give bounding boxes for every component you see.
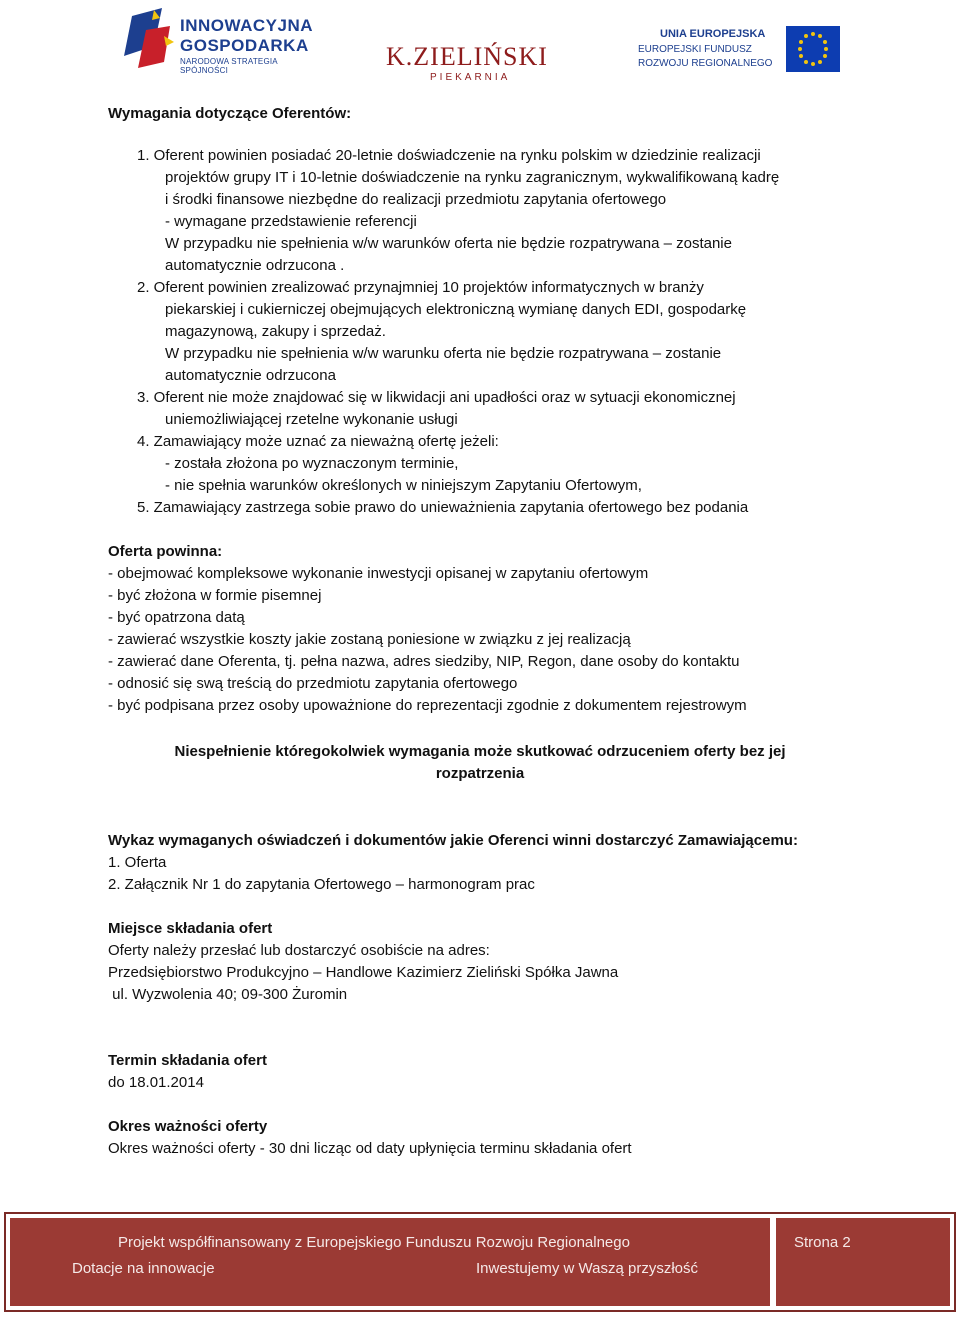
req-line: i środki finansowe niezbędne do realizacji przedmiotu zapytania ofertowego (165, 191, 667, 208)
eu-logo (638, 20, 840, 76)
documents-item: 2. Załącznik Nr 1 do zapytania Ofertowego – harmonogram prac (108, 876, 535, 893)
req-line: piekarskiej i cukierniczej obejmujących elektroniczną wymianę danych EDI, gospodarkę (165, 301, 747, 318)
req-line: W przypadku nie spełnienia w/w warunków oferta nie będzie rozpatrywana – zostanie (165, 235, 732, 252)
req-line: - nie spełnia warunków określonych w niniejszym Zapytaniu Ofertowym, (165, 477, 642, 494)
req-line: 4. Zamawiający może uznać za nieważną ofertę jeżeli: (137, 433, 499, 450)
zielinski-logo (386, 42, 546, 86)
ig-line2: GOSPODARKA (180, 36, 309, 55)
header-logos (0, 0, 960, 95)
documents-item: 1. Oferta (108, 854, 167, 871)
eu-flag-icon (786, 26, 840, 72)
req-line: 5. Zamawiający zastrzega sobie prawo do unieważnienia zapytania ofertowego bez podania (137, 499, 749, 516)
req-line: uniemożliwiającej rzetelne wykonanie usługi (165, 411, 458, 428)
footer-inwestujemy: Inwestujemy w Waszą przyszłość (476, 1260, 698, 1277)
req-line: - wymagane przedstawienie referencji (165, 213, 417, 230)
offer-item: - zawierać wszystkie koszty jakie zostaną poniesione w związku z jej realizacją (108, 631, 631, 648)
deadline-value: do 18.01.2014 (108, 1074, 204, 1091)
footer-project-line: Projekt współfinansowany z Europejskiego Funduszu Rozwoju Regionalnego (118, 1234, 630, 1251)
offer-item: - być opatrzona datą (108, 609, 245, 626)
offer-heading: Oferta powinna: (108, 543, 223, 560)
offer-item: - odnosić się swą treścią do przedmiotu zapytania ofertowego (108, 675, 518, 692)
ig-line3: NARODOWA STRATEGIA SPÓJNOŚCI (180, 57, 278, 75)
eu-line2: EUROPEJSKI FUNDUSZ (638, 44, 752, 55)
deadline-heading: Termin składania ofert (108, 1052, 267, 1069)
requirements-heading: Wymagania dotyczące Oferentów: (108, 105, 352, 122)
offer-item: - być złożona w formie pisemnej (108, 587, 322, 604)
documents-heading: Wykaz wymaganych oświadczeń i dokumentów jakie Oferenci winni dostarczyć Zamawiającemu: (108, 832, 798, 849)
ig-line1: INNOWACYJNA (180, 16, 314, 35)
offer-warning-line2: rozpatrzenia (435, 765, 525, 782)
req-line: - została złożona po wyznaczonym terminie, (165, 455, 459, 472)
validity-heading: Okres ważności oferty (108, 1118, 268, 1135)
zielinski-sub: PIEKARNIA (430, 72, 511, 83)
place-line: Przedsiębiorstwo Produkcyjno – Handlowe Kazimierz Zieliński Spółka Jawna (108, 964, 619, 981)
req-line: magazynową, zakupy i sprzedaż. (165, 323, 386, 340)
place-heading: Miejsce składania ofert (108, 920, 273, 937)
req-line: projektów grupy IT i 10-letnie doświadczenie na rynku zagranicznym, wykwalifikowaną kadrę (165, 169, 780, 186)
req-line: automatycznie odrzucona (165, 367, 336, 384)
req-line: 1. Oferent powinien posiadać 20-letnie doświadczenie na rynku polskim w dziedzinie realizacji (137, 147, 761, 164)
footer-dotacje: Dotacje na innowacje (72, 1260, 215, 1277)
page-footer (4, 1212, 956, 1312)
validity-value: Okres ważności oferty - 30 dni licząc od daty upłynięcia terminu składania ofert (108, 1140, 632, 1157)
offer-item: - zawierać dane Oferenta, tj. pełna nazwa, adres siedziby, NIP, Regon, dane osoby do kontaktu (108, 653, 740, 670)
offer-warning-line1: Niespełnienie któregokolwiek wymagania może skutkować odrzuceniem oferty bez jej (174, 743, 786, 760)
footer-main-panel (10, 1218, 770, 1306)
zielinski-name: K.ZIELIŃSKI (386, 42, 548, 71)
offer-item: - być podpisana przez osoby upoważnione do reprezentacji zgodnie z dokumentem rejestrowym (108, 697, 747, 714)
footer-page-panel (776, 1218, 950, 1306)
offer-item: - obejmować kompleksowe wykonanie inwestycji opisanej w zapytaniu ofertowym (108, 565, 649, 582)
req-line: W przypadku nie spełnienia w/w warunku oferta nie będzie rozpatrywana – zostanie (165, 345, 722, 362)
place-line: Oferty należy przesłać lub dostarczyć osobiście na adres: (108, 942, 490, 959)
req-line: 3. Oferent nie może znajdować się w likwidacji ani upadłości oraz w sytuacji ekonomicznej (137, 389, 736, 406)
req-line: automatycznie odrzucona . (165, 257, 345, 274)
eu-line1: UNIA EUROPEJSKA (660, 28, 766, 40)
ig-logo-icon (124, 6, 176, 72)
req-line: 2. Oferent powinien zrealizować przynajmniej 10 projektów informatycznych w branży (137, 279, 704, 296)
innowacyjna-gospodarka-logo (124, 6, 324, 75)
place-line: ul. Wyzwolenia 40; 09-300 Żuromin (108, 986, 348, 1003)
page-number: Strona 2 (794, 1234, 851, 1251)
eu-line3: ROZWOJU REGIONALNEGO (638, 58, 773, 69)
